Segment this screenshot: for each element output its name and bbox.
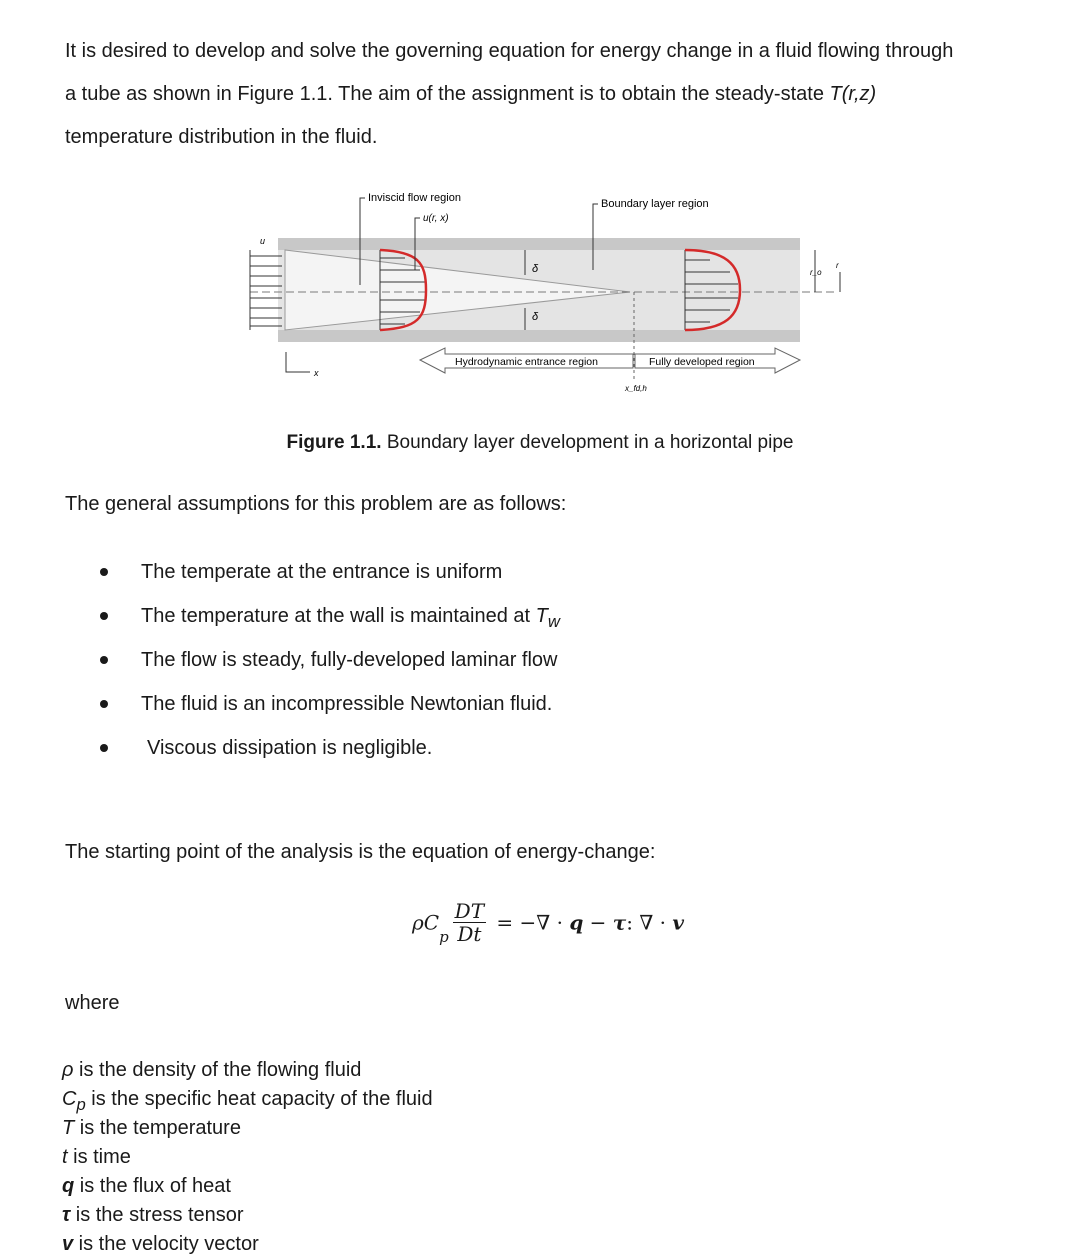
definition-q: q is the flux of heat [62, 1175, 231, 1197]
where-label: where [65, 992, 120, 1014]
eq-denominator: Dt [457, 922, 482, 946]
energy-equation [412, 900, 684, 946]
assumption-item: The fluid is an incompressible Newtonian fluid. [100, 682, 560, 726]
assumption-item: Viscous dissipation is negligible. [100, 726, 560, 770]
delta-top: δ [532, 263, 539, 275]
definition-time: t is time [62, 1146, 131, 1168]
bottom-wall [278, 330, 800, 342]
boundary-label: Boundary layer region [601, 198, 709, 210]
intro-line-1: It is desired to develop and solve the governing equation for energy change in a fluid flowing through [65, 40, 954, 62]
inlet-profile [250, 250, 282, 330]
assumption-item: The temperature at the wall is maintained at $T_w$ [100, 594, 560, 638]
eq-numerator: DT [454, 899, 485, 923]
intro-paragraph [65, 30, 1023, 159]
u-axis-label: u [260, 236, 266, 246]
tw-sub: w [547, 612, 560, 631]
eq-rhs: = −∇ · q − τ: ∇ · v [490, 910, 685, 935]
assumption-item: The temperate at the entrance is uniform [100, 550, 560, 594]
tw-symbol: T [535, 605, 548, 627]
assumption-item: The flow is steady, fully-developed laminar flow [100, 638, 560, 682]
x-axis [286, 352, 310, 372]
fully-label: Fully developed region [649, 356, 755, 368]
intro-line-3: temperature distribution in the fluid. [65, 126, 378, 148]
xfd-label: x_fd,h [625, 384, 647, 393]
r-label: r [836, 261, 839, 270]
intro-line-2: a tube as shown in Figure 1.1. The aim of the assignment is to obtain the steady-state [65, 83, 830, 105]
eq-fraction [453, 900, 486, 945]
intro-trz: T(r,z) [829, 83, 877, 105]
definitions-list [62, 1056, 433, 1259]
figure-caption [0, 432, 1080, 454]
hydro-label: Hydrodynamic entrance region [455, 356, 598, 368]
u-label: u(r, x) [423, 213, 449, 224]
x-axis-label: x [314, 368, 319, 378]
top-wall [278, 238, 800, 250]
definition-rho: ρ is the density of the flowing fluid [62, 1059, 362, 1081]
inviscid-label: Inviscid flow region [368, 192, 461, 204]
eq-lhs-sub: p [439, 928, 449, 946]
assumptions-list [100, 550, 560, 770]
caption-text: Boundary layer development in a horizontal pipe [381, 432, 794, 453]
definition-cp: $C_p$ is the specific heat capacity of the fluid [62, 1088, 433, 1114]
delta-bottom: δ [532, 311, 539, 323]
definition-t: T is the temperature [62, 1117, 241, 1139]
eq-lhs: ρC [412, 910, 440, 935]
caption-number: Figure 1.1. [286, 432, 382, 453]
assumptions-intro: The general assumptions for this problem are as follows: [65, 493, 567, 515]
definition-v: v is the velocity vector [62, 1233, 259, 1255]
boundary-layer-figure [240, 180, 850, 405]
ro-label: r_o [810, 268, 822, 277]
equation-intro: The starting point of the analysis is the equation of energy-change: [65, 841, 656, 863]
definition-tau: τ is the stress tensor [62, 1204, 244, 1226]
